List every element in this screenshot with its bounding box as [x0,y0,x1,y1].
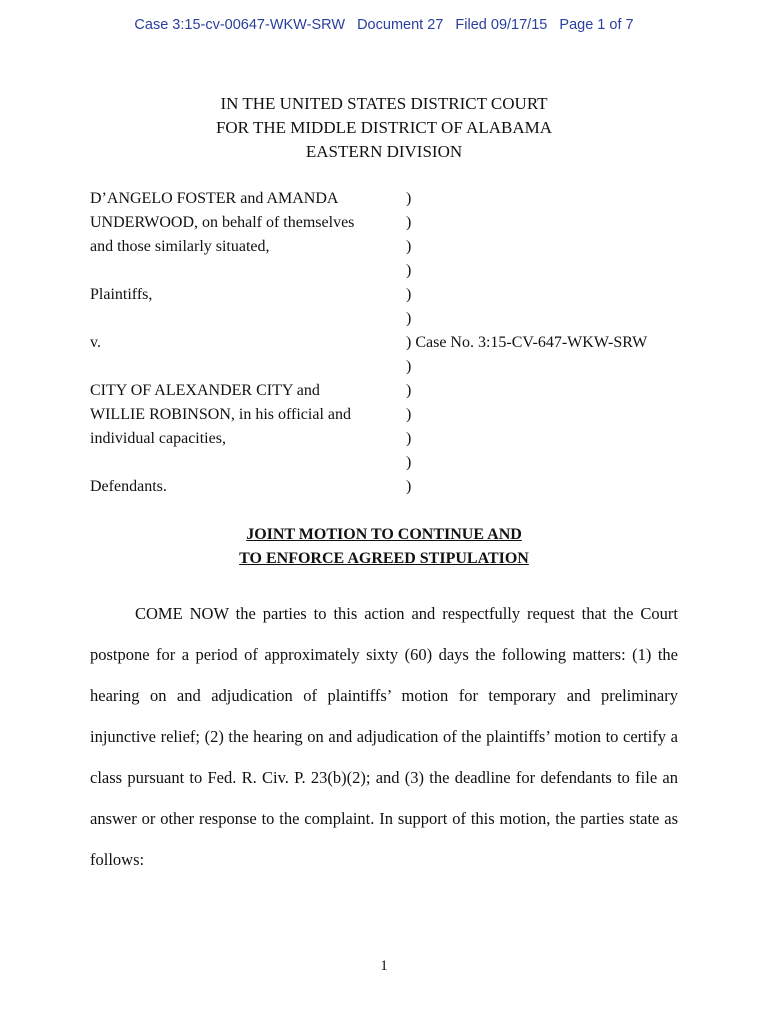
caption-row [90,259,690,283]
case-number: ) Case No. 3:15-CV-647-WKW-SRW [406,334,648,351]
court-heading [0,92,768,164]
caption-row [90,235,690,259]
caption-row [90,211,690,235]
caption-row [90,379,690,403]
case-caption [90,187,690,499]
caption-row [90,355,690,379]
caption-row [90,283,690,307]
caption-right-text: ) [406,310,412,327]
motion-title-line-2: TO ENFORCE AGREED STIPULATION [239,550,529,567]
caption-row [90,475,690,499]
caption-right-text: ) [406,358,412,375]
court-name-line-2: FOR THE MIDDLE DISTRICT OF ALABAMA [215,118,553,137]
motion-body-paragraph: COME NOW the parties to this action and respectfully request that the Court postpone for a period of approximately sixty (60) days the following matters: (1) the hearing on and adjudication of plaintiffs’ motion for temporary and preliminary injunctive relief; (2) the hearing on and adjudication of the plaintiffs’ motion to certify a class pursuant to Fed. R. Civ. P. 23(b)(2); and (3) the deadline for defendants to file an answer or other response to the complaint. In support of this motion, the parties state as follows: [90,604,678,869]
caption-left-text: UNDERWOOD, on behalf of themselves [90,214,355,231]
caption-right-text: ) [406,238,412,255]
caption-right-text: ) [406,382,412,399]
caption-row [90,451,690,475]
caption-right-text: ) [406,454,412,471]
caption-row [90,307,690,331]
caption-right-text: ) [406,478,412,495]
motion-title-line-1: JOINT MOTION TO CONTINUE AND [246,526,522,543]
caption-right-text: ) [406,262,412,279]
caption-right-text: ) [406,406,412,423]
page-number: 1 [380,958,388,974]
caption-row [90,187,690,211]
caption-right-text: ) [406,190,412,207]
caption-left-text: D’ANGELO FOSTER and AMANDA [90,190,339,207]
caption-row [90,331,690,355]
caption-row [90,427,690,451]
caption-row [90,403,690,427]
court-division: EASTERN DIVISION [305,142,463,161]
caption-left-text: and those similarly situated, [90,238,270,255]
ecf-header-stamp: Case 3:15-cv-00647-WKW-SRW Document 27 Filed 09/17/15 Page 1 of 7 [134,17,634,33]
caption-left-text: WILLIE ROBINSON, in his official and [90,406,351,423]
caption-left-text: Plaintiffs, [90,286,153,303]
caption-left-text: Defendants. [90,478,167,495]
caption-right-text: ) [406,430,412,447]
court-name-line-1: IN THE UNITED STATES DISTRICT COURT [220,94,548,113]
motion-title [0,523,768,571]
caption-left-text: v. [90,334,101,351]
caption-right-text: ) [406,214,412,231]
caption-left-text: CITY OF ALEXANDER CITY and [90,382,320,399]
caption-left-text: individual capacities, [90,430,226,447]
caption-right-text: ) [406,286,412,303]
